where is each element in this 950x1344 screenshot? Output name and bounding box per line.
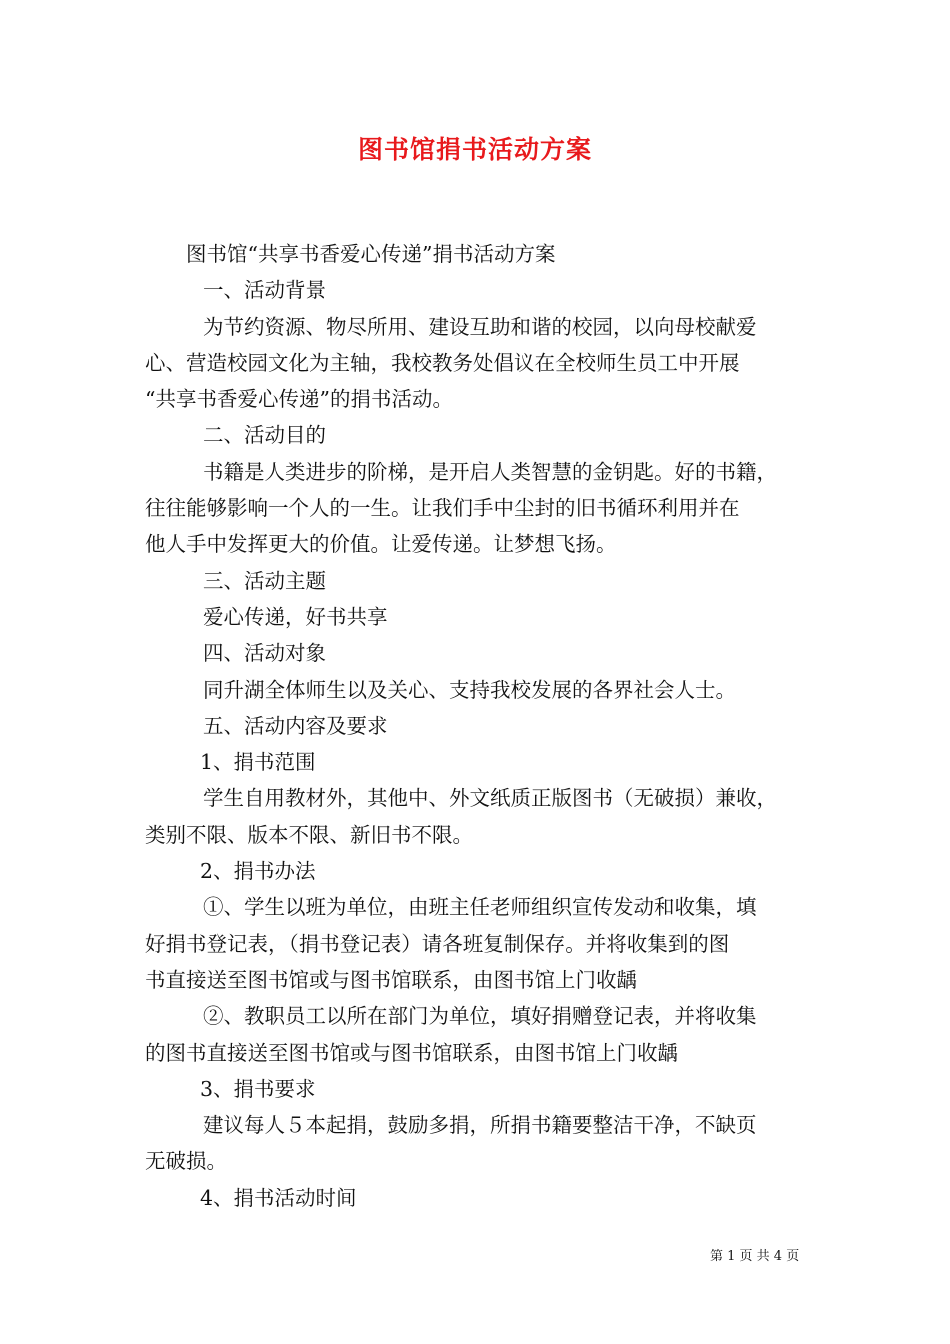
paragraph-line: 的图书直接送至图书馆或与图书馆联系，由图书馆上门收龋 — [145, 1040, 678, 1065]
paragraph-line: 类别不限、版本不限、新旧书不限。 — [145, 822, 473, 847]
paragraph-line: ②、教职员工以所在部门为单位，填好捐赠登记表，并将收集 — [203, 1004, 757, 1029]
paragraph-line: “共享书香爱心传递”的捐书活动。 — [145, 387, 453, 412]
section-heading-background: 一、活动背景 — [203, 278, 326, 303]
paragraph-line: 他人手中发挥更大的价值。让爱传递。让梦想飞扬。 — [145, 532, 617, 557]
subtitle-line: 图书馆“共享书香爱心传递”捐书活动方案 — [186, 242, 556, 266]
page-number-footer: 第 1 页 共 4 页 — [710, 1249, 800, 1264]
paragraph-line: 学生自用教材外，其他中、外文纸质正版图书（无破损）兼收， — [203, 786, 777, 811]
section-heading-audience: 四、活动对象 — [203, 641, 326, 666]
subheading-time: 4、捐书活动时间 — [200, 1185, 357, 1210]
paragraph-line: 爱心传递，好书共享 — [203, 604, 388, 629]
subheading-scope: 1、捐书范围 — [200, 750, 316, 775]
subheading-method: 2、捐书办法 — [200, 859, 316, 884]
section-heading-content: 五、活动内容及要求 — [203, 713, 388, 738]
paragraph-line: 好捐书登记表，（捐书登记表）请各班复制保存。并将收集到的图 — [145, 931, 730, 956]
paragraph-line: 书籍是人类进步的阶梯，是开启人类智慧的金钥匙。好的书籍， — [203, 459, 777, 484]
section-heading-purpose: 二、活动目的 — [203, 423, 326, 448]
paragraph-line: 往往能够影响一个人的一生。让我们手中尘封的旧书循环利用并在 — [145, 496, 740, 521]
paragraph-line: 无破损。 — [145, 1149, 227, 1174]
section-heading-theme: 三、活动主题 — [203, 568, 326, 593]
paragraph-line: 书直接送至图书馆或与图书馆联系，由图书馆上门收龋 — [145, 967, 637, 992]
paragraph-line: ①、学生以班为单位，由班主任老师组织宣传发动和收集，填 — [203, 895, 757, 920]
paragraph-line: 心、营造校园文化为主轴，我校教务处倡议在全校师生员工中开展 — [145, 350, 740, 375]
paragraph-line: 建议每人５本起捐，鼓励多捐，所捐书籍要整洁干净，不缺页 — [203, 1113, 757, 1138]
subheading-requirements: 3、捐书要求 — [200, 1076, 316, 1101]
document-title: 图书馆捐书活动方案 — [357, 135, 592, 164]
paragraph-line: 为节约资源、物尽所用、建设互助和谐的校园，以向母校献爱 — [203, 314, 757, 339]
paragraph-line: 同升湖全体师生以及关心、支持我校发展的各界社会人士。 — [203, 677, 736, 702]
document-body — [145, 236, 815, 1216]
